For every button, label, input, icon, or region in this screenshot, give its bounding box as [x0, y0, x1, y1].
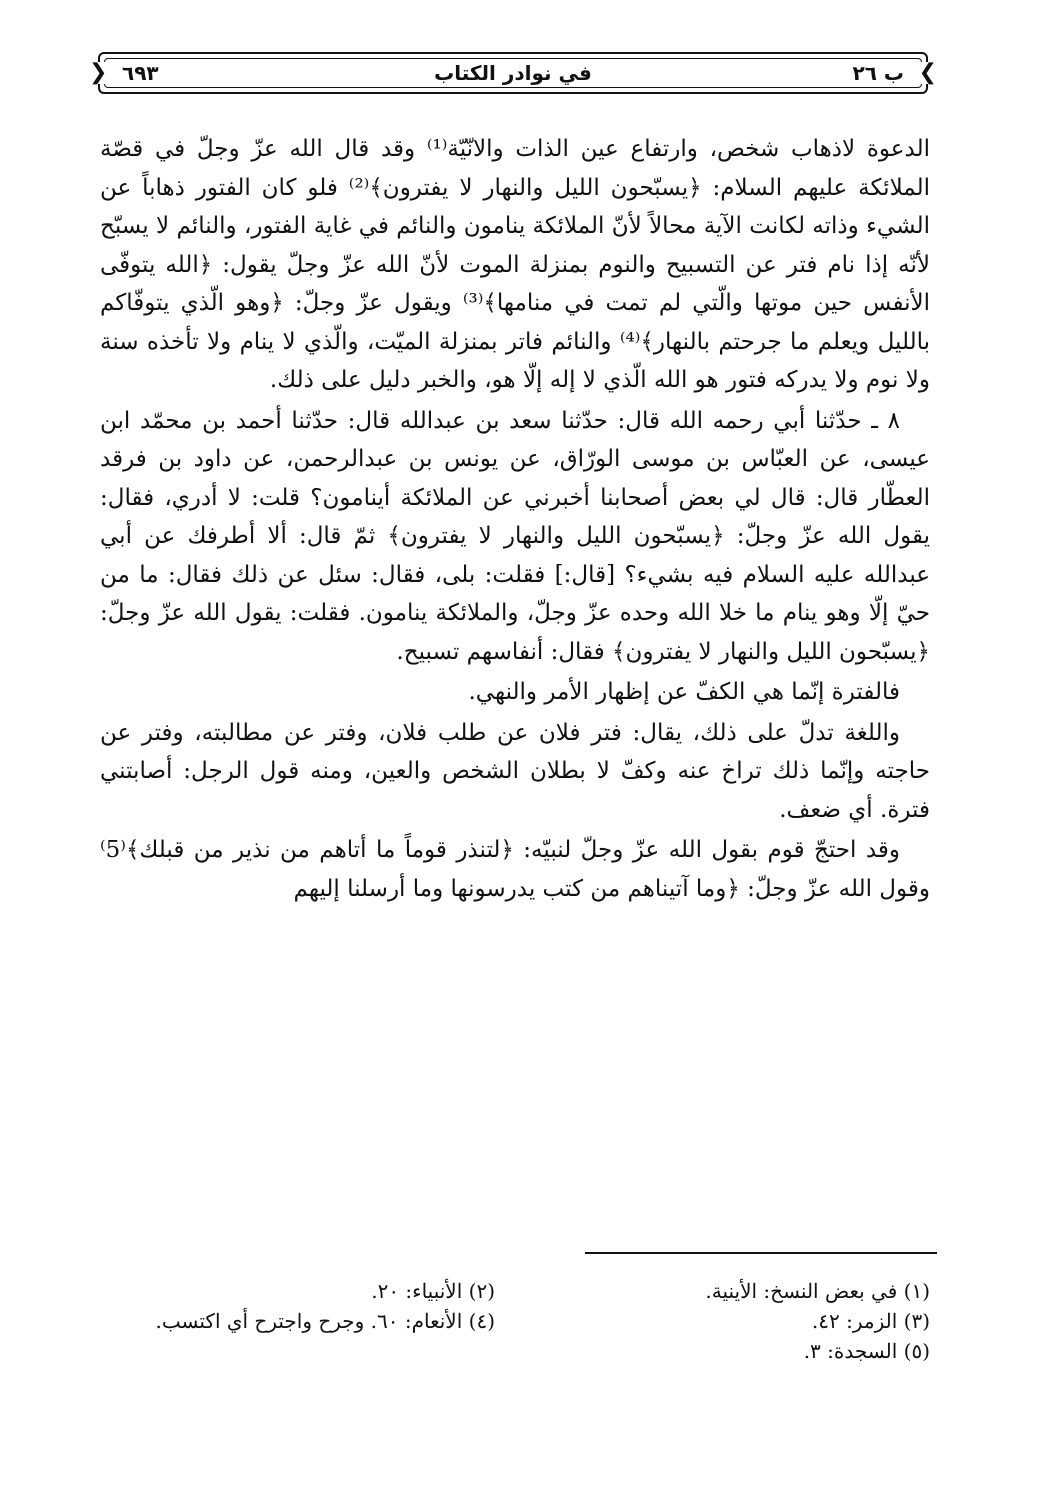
footnote-2: (٢) الأنبياء: ٢٠.: [371, 1279, 495, 1303]
main-text: [100, 130, 930, 908]
paragraph-3: فالفترة إنّما هي الكفّ عن إظهار الأمر والنهي.: [468, 679, 900, 705]
page-number: ٦٩٣: [122, 61, 159, 85]
paragraph-5: وقد احتجّ قوم بقول الله عزّ وجلّ لنبيّه: ﴿لتنذر قوماً ما أتاهم من نذير من قبلك﴾⁽5⁾ وقول الله عزّ وجلّ: ﴿وما آتيناهم من كتب يدرسونها وما أرسلنا إليهم: [100, 837, 930, 902]
footnote-3: (٣) الزمر: ٤٢.: [811, 1309, 930, 1333]
chapter-label: ب ٢٦: [852, 61, 904, 85]
footnotes: [100, 1276, 930, 1366]
footnote-5: (٥) السجدة: ٣.: [803, 1339, 930, 1363]
header-title: في نوادر الكتاب: [434, 61, 592, 85]
header-ornament-right-icon: ❯: [918, 60, 937, 85]
footnote-divider: [585, 1252, 937, 1254]
footnote-1: (١) في بعض النسخ: الأينية.: [705, 1279, 930, 1303]
header-ornament-left-icon: ❮: [89, 60, 108, 85]
paragraph-1: الدعوة لاذهاب شخص، وارتفاع عين الذات والانّيّة⁽¹⁾ وقد قال الله عزّ وجلّ في قصّة الملائكة عليهم السلام: ﴿يسبّحون الليل والنهار لا يفترون﴾⁽²⁾ فلو كان الفتور ذهاباً عن الشيء وذاته لكانت الآية محالاً لأنّ الملائكة ينامون والنائم في غاية الفتور، والنائم لا يسبّح لأنّه إذا نام فتر عن التسبيح والنوم بمنزلة الموت لأنّ الله عزّ وجلّ يقول: ﴿الله يتوفّى الأنفس حين موتها والّتي لم تمت في منامها﴾⁽³⁾ ويقول عزّ وجلّ: ﴿وهو الّذي يتوفّاكم بالليل ويعلم ما جرحتم بالنهار﴾⁽⁴⁾ والنائم فاتر بمنزلة الميّت، والّذي لا ينام ولا تأخذه سنة ولا نوم ولا يدركه فتور هو الله الّذي لا إله إلّا هو، والخبر دليل على ذلك.: [100, 136, 931, 393]
running-header: [89, 52, 937, 94]
footnote-4: (٤) الأنعام: ٦٠. وجرح واجترح أي اكتسب.: [155, 1309, 495, 1333]
paragraph-2: ٨ ـ حدّثنا أبي رحمه الله قال: حدّثنا سعد بن عبدالله قال: حدّثنا أحمد بن محمّد ابن عيسى، عن العبّاس بن موسى الورّاق، عن يونس بن عبدالرحمن، عن داود بن فرقد العطّار قال: قال لي بعض أصحابنا أخبرني عن الملائكة أينامون؟ قلت: لا أدري، فقال: يقول الله عزّ وجلّ: ﴿يسبّحون الليل والنهار لا يفترون﴾ ثمّ قال: ألا أطرفك عن أبي عبدالله عليه السلام فيه بشيء؟ [قال:] فقلت: بلى، فقال: سئل عن ذلك فقال: ما من حيّ إلّا وهو ينام ما خلا الله وحده عزّ وجلّ، والملائكة ينامون. فقلت: يقول الله عزّ وجلّ: ﴿يسبّحون الليل والنهار لا يفترون﴾ فقال: أنفاسهم تسبيح.: [100, 407, 930, 665]
paragraph-4: واللغة تدلّ على ذلك، يقال: فتر فلان عن طلب فلان، وفتر عن مطالبته، وفتر عن حاجته وإنّما ذلك تراخ عنه وكفّ لا بطلان الشخص والعين، ومنه قول الرجل: أصابتني فترة. أي ضعف.: [100, 719, 930, 823]
